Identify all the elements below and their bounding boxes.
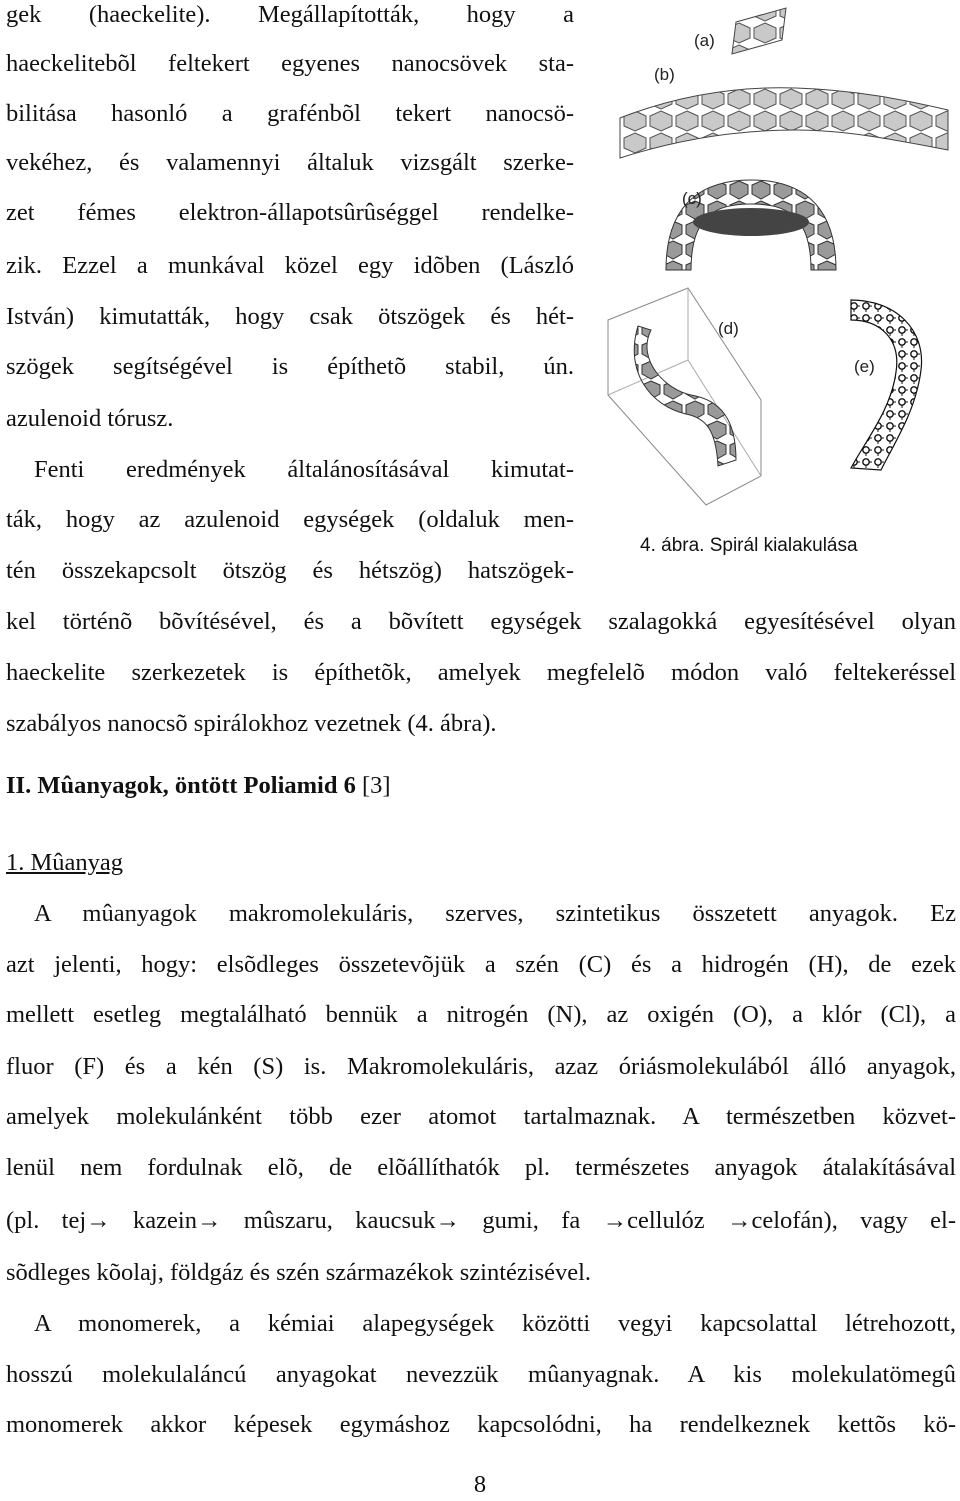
text-line: ták, hogy az azulenoid egységek (oldaluk men- xyxy=(6,506,574,533)
text-line: fluor (F) és a kén (S) is. Makromolekuláris, azaz óriásmolekulából álló anyagok, xyxy=(6,1053,956,1080)
label-e: (e) xyxy=(854,357,875,376)
label-a: (a) xyxy=(694,31,715,50)
label-d: (d) xyxy=(718,319,739,338)
strip-a xyxy=(732,8,786,54)
text-line: mellett esetleg megtalálható bennük a nitrogén (N), az oxigén (O), a klór (Cl), a xyxy=(6,1001,956,1028)
page-number: 8 xyxy=(473,1471,487,1498)
subsection-heading: 1. Mûanyag xyxy=(6,849,124,876)
arch-opening xyxy=(693,208,809,236)
text-line: gek (haeckelite). Megállapították, hogy a xyxy=(6,1,574,28)
ribbon-b xyxy=(620,88,948,158)
text-line: István) kimutatták, hogy csak ötszögek és hét- xyxy=(6,303,574,330)
nanotube-spiral-illustration xyxy=(596,0,960,530)
text-line: zet fémes elektron-állapotsûrûséggel rendelke- xyxy=(6,199,574,226)
text-line: haeckelite szerkezetek is építhetõk, amelyek megfelelõ módon való feltekeréssel xyxy=(6,659,956,686)
text-line: (pl. tej→ kazein→ mûszaru, kaucsuk→ gumi, fa →cellulóz →celofán), vagy el- xyxy=(6,1207,956,1234)
text-line: vekéhez, és valamennyi általuk vizsgált szerke- xyxy=(6,149,574,176)
text-line: kel történõ bõvítésével, és a bõvített egységek szalagokká egyesítésével olyan xyxy=(6,608,956,635)
text-line: zik. Ezzel a munkával közel egy idõben (László xyxy=(6,252,574,279)
text-line: Fenti eredmények általánosításával kimutat- xyxy=(34,456,574,483)
section-title: II. Mûanyagok, öntött Poliamid 6 xyxy=(6,772,356,799)
figure-4 xyxy=(596,0,960,530)
text-line: szabályos nanocsõ spirálokhoz vezetnek (4. ábra). xyxy=(6,710,497,737)
text-line: sõdleges kõolaj, földgáz és szén származékok szintézisével. xyxy=(6,1259,592,1286)
figure-caption: 4. ábra. Spirál kialakulása xyxy=(640,535,858,556)
label-b: (b) xyxy=(654,65,675,84)
text-line: azt jelenti, hogy: elsõdleges összetevõjük a szén (C) és a hidrogén (H), de ezek xyxy=(6,951,956,978)
text-line: A mûanyagok makromolekuláris, szerves, szintetikus összetett anyagok. Ez xyxy=(34,900,956,927)
text-line: haeckelitebõl feltekert egyenes nanocsövek sta- xyxy=(6,50,574,77)
text-line: A monomerek, a kémiai alapegységek közötti vegyi kapcsolattal létrehozott, xyxy=(34,1310,956,1337)
text-line: hosszú molekulaláncú anyagokat nevezzük mûanyagnak. A kis molekulatömegû xyxy=(6,1361,956,1388)
label-c: (c) xyxy=(682,189,702,208)
text-line: tén összekapcsolt ötszög és hétszög) hatszögek- xyxy=(6,557,574,584)
text-line: lenül nem fordulnak elõ, de elõállíthatók pl. természetes anyagok átalakításával xyxy=(6,1154,956,1181)
text-line: bilitása hasonló a grafénbõl tekert nanocsö- xyxy=(6,100,574,127)
section-heading xyxy=(6,771,391,801)
text-line: szögek segítségével is építhetõ stabil, ún. xyxy=(6,353,574,380)
text-line: monomerek akkor képesek egymáshoz kapcsolódni, ha rendelkeznek kettõs kö- xyxy=(6,1411,956,1438)
text-line: amelyek molekulánként több ezer atomot tartalmaznak. A természetben közvet- xyxy=(6,1103,956,1130)
spiral-e xyxy=(851,300,922,470)
text-line: azulenoid tórusz. xyxy=(6,405,174,432)
section-ref: [3] xyxy=(355,772,391,799)
